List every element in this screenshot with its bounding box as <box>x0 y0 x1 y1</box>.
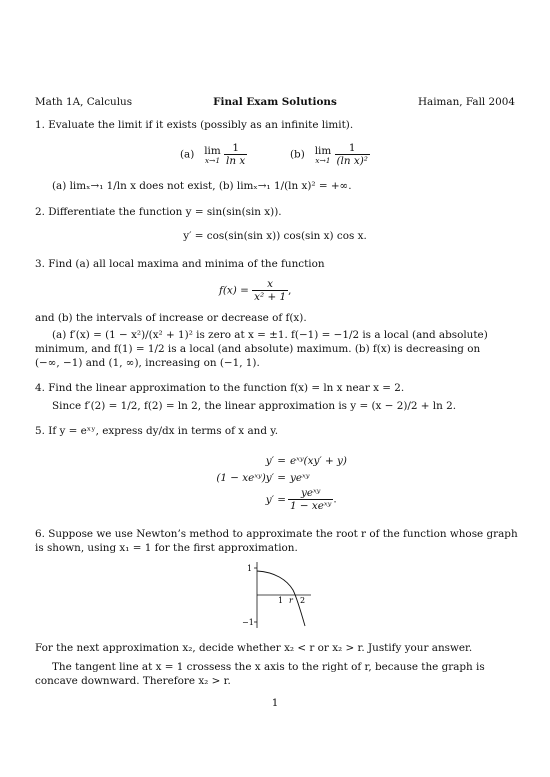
q1-b-num: 1 <box>335 142 370 155</box>
q3-continuation: and (b) the intervals of increase or decrease of f(x). <box>35 312 307 324</box>
page-title: Final Exam Solutions <box>213 96 337 108</box>
q4-prompt: 4. Find the linear approximation to the function f(x) = ln x near x = 2. <box>35 382 405 394</box>
q1-b-limit <box>315 145 332 165</box>
q4-answer: Since f′(2) = 1/2, f(2) = ln 2, the linear approximation is y = (x − 2)/2 + ln 2. <box>52 400 457 412</box>
q3-answer-line3: (−∞, −1) and (1, ∞), increasing on (−1, 1). <box>35 357 260 369</box>
q5-eq2-rhs: yeˣʸ <box>290 472 310 484</box>
page-number: 1 <box>271 697 279 709</box>
q1-b-sub: x→1 <box>315 155 331 165</box>
instructor-term: Haiman, Fall 2004 <box>417 96 515 108</box>
q1-b-label: (b) <box>290 148 305 161</box>
graph-label-x2: 2 <box>300 596 306 605</box>
q3-f-comma: , <box>288 284 292 297</box>
q1-a-fraction <box>224 142 247 167</box>
q1-prompt: 1. Evaluate the limit if it exists (possibly as an infinite limit). <box>35 119 354 131</box>
q1-part-b <box>290 142 370 167</box>
q1-a-lim: lim <box>204 144 221 157</box>
q5-eq3-lhs: y′ = <box>265 494 286 506</box>
q3-prompt: 3. Find (a) all local maxima and minima of the function <box>35 258 325 270</box>
graph-label-y-top: 1 <box>247 564 253 573</box>
q6-prompt-line2: is shown, using x₁ = 1 for the first approximation. <box>35 542 298 554</box>
graph-label-y-bottom: −1 <box>242 618 254 627</box>
q1-part-a <box>180 142 247 167</box>
q5-eq1-rhs: eˣʸ(xy′ + y) <box>290 455 347 467</box>
q6-answer-line1: The tangent line at x = 1 crossess the x axis to the right of r, because the graph is <box>52 661 485 673</box>
q1-b-fraction <box>335 142 370 167</box>
q5-eq3-num: yeˣʸ <box>288 487 333 500</box>
q3-function <box>219 278 291 303</box>
q3-f-lhs: f(x) = <box>219 284 249 297</box>
q3-f-fraction <box>252 278 288 303</box>
q2-answer: y′ = cos(sin(sin x)) cos(sin x) cos x. <box>183 230 367 242</box>
q5-eq2-lhs: (1 − xeˣʸ)y′ = <box>216 472 286 484</box>
q2-prompt: 2. Differentiate the function y = sin(sin(sin x)). <box>35 206 282 218</box>
q1-a-sub: x→1 <box>204 155 221 165</box>
graph-label-r: r <box>289 596 293 605</box>
q6-answer-line2: concave downward. Therefore x₂ > r. <box>35 675 231 687</box>
q1-b-lim: lim <box>314 144 332 157</box>
q6-question: For the next approximation x₂, decide whether x₂ < r or x₂ > r. Justify your answer. <box>35 642 473 654</box>
q5-eq1-lhs: y′ = <box>265 455 286 467</box>
q3-answer-line2: minimum, and f(1) = 1/2 is a local (and absolute) maximum. (b) f(x) is decreasing on <box>35 343 481 355</box>
q5-prompt: 5. If y = eˣʸ, express dy/dx in terms of x and y. <box>35 425 279 437</box>
q5-eq3-rhs <box>288 487 337 512</box>
q1-b-den: (ln x)² <box>336 155 368 167</box>
graph-label-x1: 1 <box>278 596 284 605</box>
q1-a-limit <box>204 145 221 165</box>
q3-answer-line1: (a) f′(x) = (1 − x²)/(x² + 1)² is zero at x = ±1. f(−1) = −1/2 is a local (and absolute) <box>52 329 488 341</box>
q1-answer: (a) limₓ→₁ 1/ln x does not exist, (b) limₓ→₁ 1/(ln x)² = +∞. <box>52 180 352 192</box>
q5-eq3-end: . <box>333 493 337 506</box>
q1-a-den: ln x <box>226 155 246 167</box>
q1-a-num: 1 <box>224 142 247 155</box>
q3-f-den: x² + 1 <box>254 291 287 303</box>
q5-eq3-den: 1 − xeˣʸ <box>290 500 332 512</box>
course-label: Math 1A, Calculus <box>35 96 133 108</box>
q1-a-label: (a) <box>180 148 195 161</box>
q5-eq3-fraction <box>288 487 333 512</box>
q6-prompt-line1: 6. Suppose we use Newton’s method to approximate the root r of the function whose graph <box>35 528 518 540</box>
q6-graph <box>242 560 315 630</box>
q3-f-num: x <box>252 278 288 291</box>
